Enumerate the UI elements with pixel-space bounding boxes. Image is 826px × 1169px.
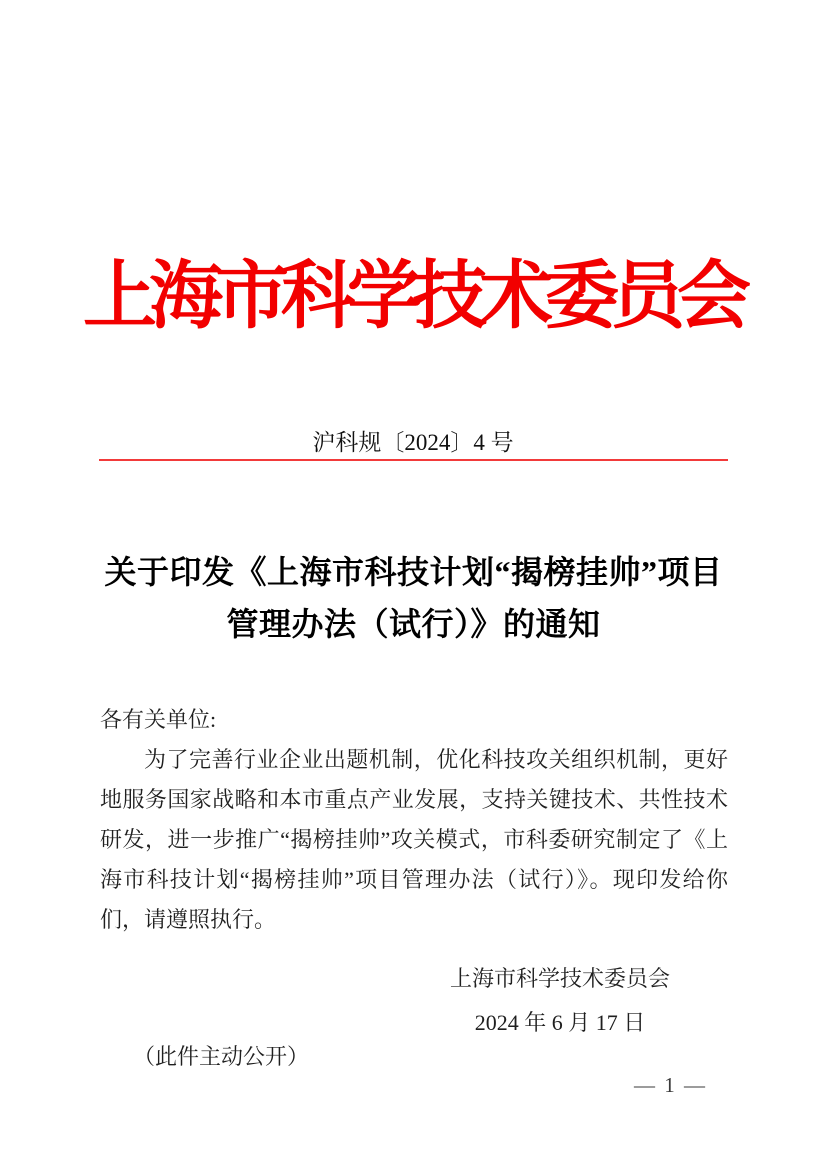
letterhead-org-title: 上海市科学技术委员会 [83, 256, 743, 338]
public-disclosure-note: （此件主动公开） [133, 1044, 310, 1069]
notice-title-line2: 管理办法（试行）》的通知 [226, 606, 601, 642]
doc-number: 沪科规〔2024〕4 号 [312, 430, 514, 455]
body-paragraph: 为了完善行业企业出题机制，优化科技攻关组织机制，更好地服务国家战略和本市重点产业发展，支持关键技术、共性技术研发，进一步推广“揭榜挂帅”攻关模式，市科委研究制定了《上海市科技计划“揭榜挂帅”项目管理办法（试行）》。现印发给你们，请遵照执行。 [100, 747, 728, 932]
signature-date: 2024 年 6 月 17 日 [474, 1010, 646, 1035]
notice-title-line1: 关于印发《上海市科技计划“揭榜挂帅”项目 [104, 554, 723, 590]
notice-title [99, 546, 728, 650]
letterhead-divider-line [99, 459, 728, 461]
signature-org: 上海市科学技术委员会 [449, 966, 670, 991]
salutation: 各有关单位: [100, 707, 217, 732]
page-number: — 1 — [634, 1073, 707, 1097]
signature-block [410, 957, 710, 1045]
notice-body [100, 700, 728, 940]
